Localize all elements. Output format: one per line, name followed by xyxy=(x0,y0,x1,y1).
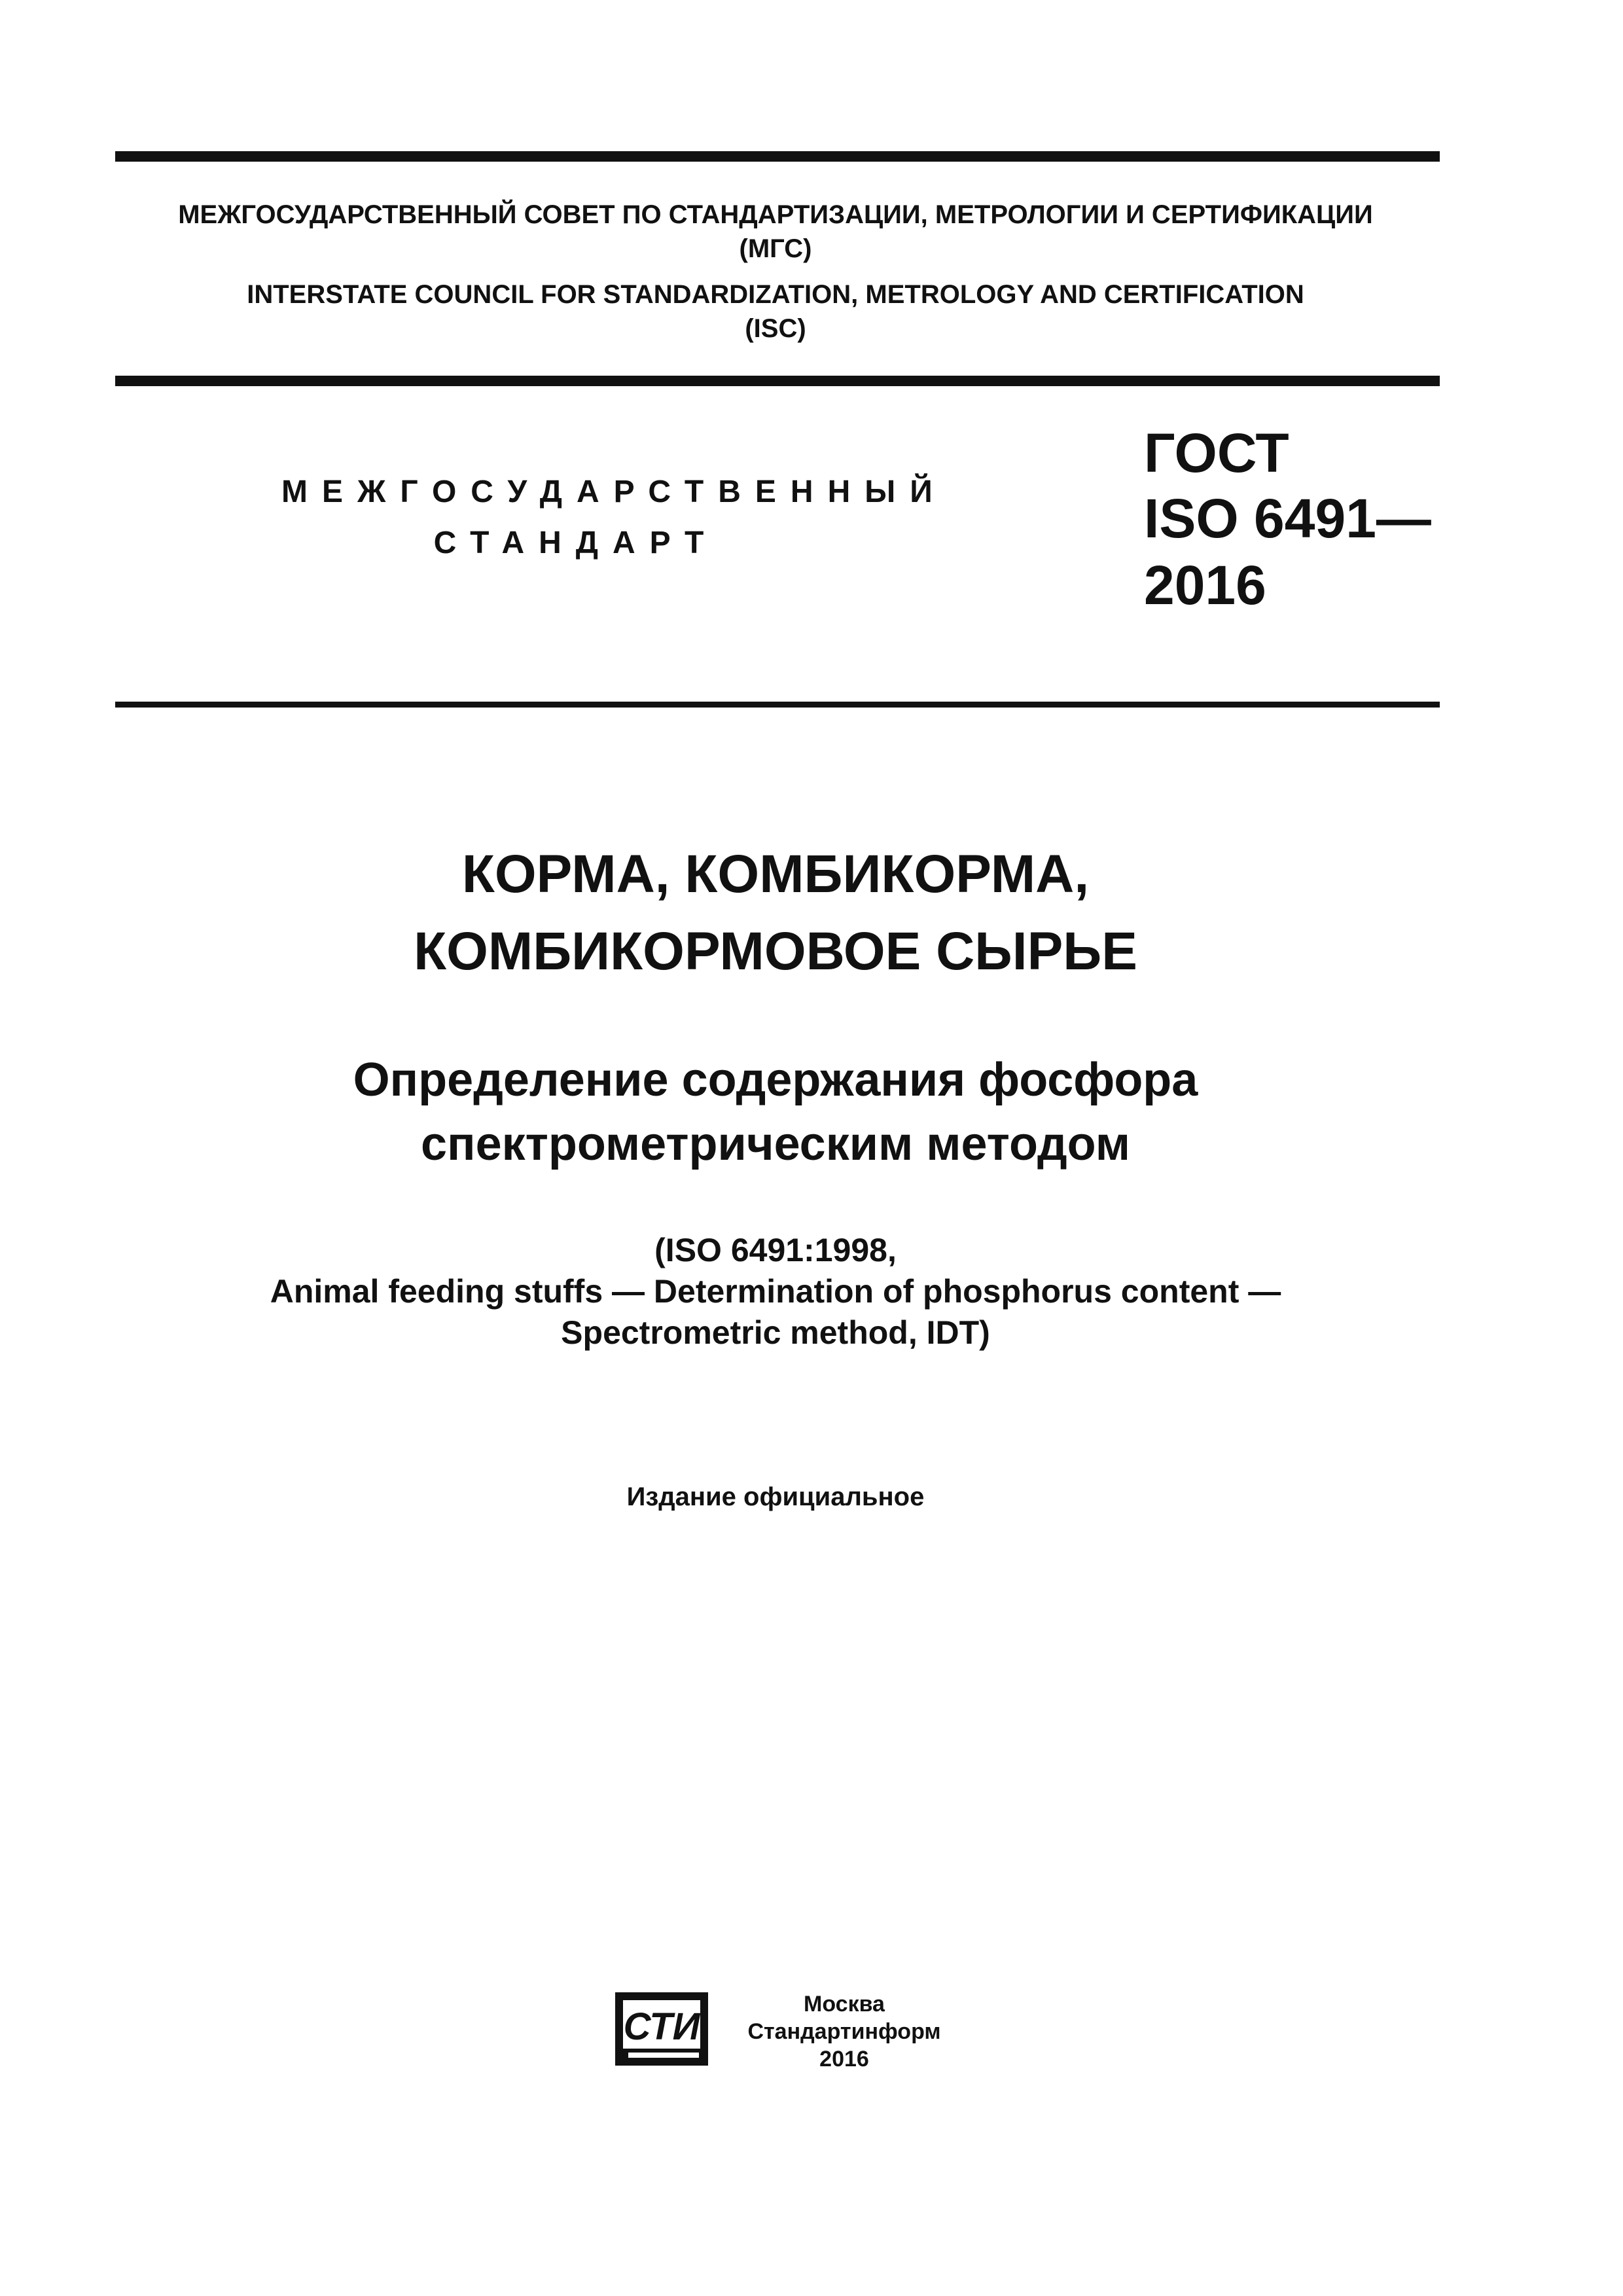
standartinform-logo-icon xyxy=(613,1990,711,2068)
council-abbr-ru: (МГС) xyxy=(739,234,812,263)
standard-kind-line1: МЕЖГОСУДАРСТВЕННЫЙ xyxy=(281,475,947,509)
designation-year: 2016 xyxy=(1144,554,1266,616)
document-subtitle-line1: Определение содержания фосфора xyxy=(353,1054,1198,1106)
imprint-year: 2016 xyxy=(819,2047,869,2072)
logo-text: СТИ xyxy=(623,2005,700,2048)
document-subtitle-line2: спектрометрическим методом xyxy=(421,1118,1130,1170)
document-title-line2: КОМБИКОРМОВОЕ СЫРЬЕ xyxy=(414,922,1137,981)
middle-rule xyxy=(115,376,1440,386)
designation-label: ГОСТ xyxy=(1144,422,1289,484)
original-standard-line3: Spectrometric method, IDT) xyxy=(561,1314,990,1351)
document-title-line1: КОРМА, КОМБИКОРМА, xyxy=(461,844,1090,904)
council-abbr-en: (ISC) xyxy=(745,314,806,343)
designation-number: ISO 6491— xyxy=(1144,488,1431,549)
original-standard-line2: Animal feeding stuffs — Determination of phosphorus content — xyxy=(270,1273,1281,1310)
bottom-rule xyxy=(115,702,1440,708)
imprint-city: Москва xyxy=(804,1992,885,2017)
imprint-publisher: Стандартинформ xyxy=(747,2019,941,2044)
council-name-en: INTERSTATE COUNCIL FOR STANDARDIZATION, METROLOGY AND CERTIFICATION xyxy=(247,280,1304,309)
edition-note: Издание официальное xyxy=(626,1482,925,1511)
top-rule xyxy=(115,151,1440,162)
standard-kind-line2: СТАНДАРТ xyxy=(433,526,719,560)
council-name-ru: МЕЖГОСУДАРСТВЕННЫЙ СОВЕТ ПО СТАНДАРТИЗАЦИИ, МЕТРОЛОГИИ И СЕРТИФИКАЦИИ xyxy=(178,200,1373,229)
original-standard-line1: (ISO 6491:1998, xyxy=(654,1232,897,1268)
